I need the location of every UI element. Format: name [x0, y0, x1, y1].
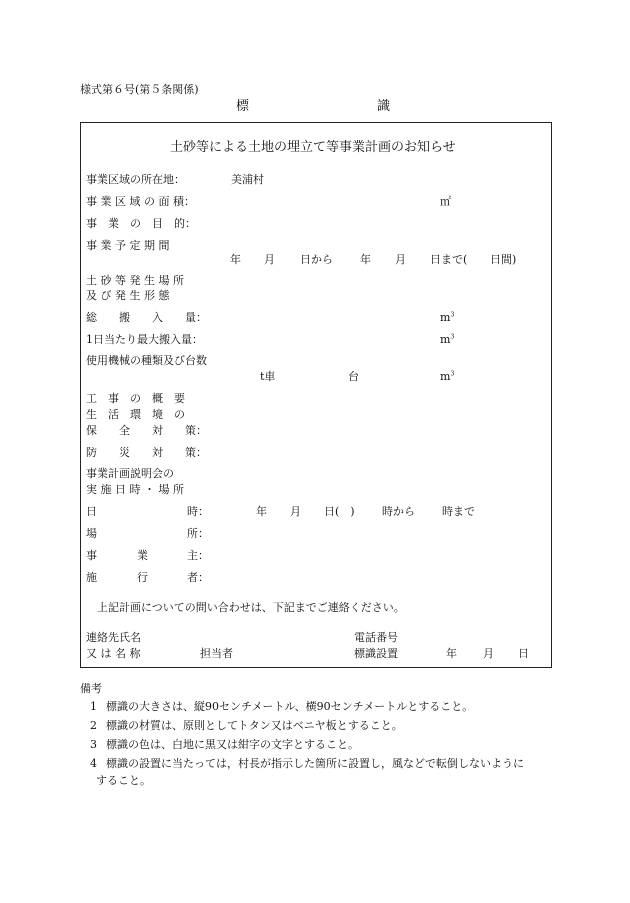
daily-unit: $m^3$: [440, 333, 455, 346]
remark-text-3: 標識の色は、白地に黒又は紺字の文字とすること。: [106, 738, 359, 751]
total-label: 総 搬 入 量：: [86, 311, 207, 324]
dt-from: 時から: [382, 505, 415, 518]
period-month2: 月: [395, 253, 406, 266]
period-until: 日まで(: [430, 253, 468, 266]
briefing-label-1: 事業計画説明会の: [86, 467, 174, 480]
area-label: 事 業 区 域 の 面 積：: [86, 195, 195, 208]
source-label-1: 土 砂 等 発 生 場 所: [86, 274, 184, 287]
place-label-a: 場: [86, 527, 97, 540]
owner-label-b: 業: [137, 549, 148, 562]
total-unit: $m^3$: [440, 311, 455, 324]
contact-name-1: 連絡先氏名: [86, 631, 141, 644]
period-label: 事 業 予 定 期 間: [86, 239, 170, 252]
location-label: 事業区域の所在地：: [86, 173, 185, 186]
source-label-2: 及 び 発 生 形 態: [86, 289, 170, 302]
period-month: 月: [264, 253, 275, 266]
owner-label-c: 主：: [187, 549, 209, 562]
machine-count: 台: [348, 370, 359, 383]
area-unit: ㎡: [440, 195, 451, 208]
title-char-left: 標: [236, 99, 250, 114]
dt-year: 年: [256, 505, 267, 518]
datetime-label-b: 時：: [187, 505, 209, 518]
datetime-label-a: 日: [86, 505, 97, 518]
person-in-charge: 担当者: [200, 647, 233, 660]
sign-month: 月: [483, 647, 494, 660]
sign-year: 年: [446, 647, 457, 660]
machine-truck: t車: [260, 370, 276, 383]
remark-text-1: 標識の大きさは、縦90センチメートル、横90センチメートルとすること。: [106, 700, 474, 713]
remark-text-4: 標識の設置に当たっては，村長が指示した箇所に設置し，風などで転倒しないように: [106, 757, 524, 770]
remark-num-2: 2: [90, 719, 97, 732]
form-number: 様式第６号(第５条関係): [80, 83, 199, 96]
location-value: 美浦村: [231, 173, 264, 186]
inquiry-text: 上記計画についての問い合わせは、下記までご連絡ください。: [97, 601, 405, 614]
purpose-label: 事 業 の 目 的：: [86, 217, 196, 230]
period-year2: 年: [360, 253, 371, 266]
disaster-label: 防 災 対 策：: [86, 446, 207, 459]
period-days: 日間): [490, 253, 517, 266]
notice-heading: 土砂等による土地の埋立て等事業計画のお知らせ: [170, 140, 456, 155]
machine-label: 使用機械の種類及び台数: [86, 354, 207, 367]
remark-num-4: 4: [90, 757, 97, 770]
dt-month: 月: [290, 505, 301, 518]
works-label: 工 事 の 概 要: [86, 392, 185, 405]
dt-until: 時まで: [442, 505, 475, 518]
remark-num-1: 1: [90, 700, 97, 713]
contact-name-2: 又 は 名 称: [86, 647, 141, 660]
machine-unit: $m^3$: [440, 370, 455, 383]
env-label-2: 保 全 対 策：: [86, 424, 207, 437]
owner-label-a: 事: [86, 549, 97, 562]
period-from: 日から: [300, 253, 333, 266]
remark-num-3: 3: [90, 738, 97, 751]
sign-day: 日: [518, 647, 529, 660]
title-char-right: 識: [377, 99, 391, 114]
sign-install-label: 標識設置: [354, 647, 398, 660]
contractor-label-b: 行: [137, 571, 148, 584]
contractor-label-c: 者：: [187, 571, 209, 584]
place-label-b: 所：: [187, 527, 209, 540]
remarks-heading: 備考: [80, 682, 102, 695]
remark-text-4-cont: すること。: [96, 774, 151, 787]
env-label-1: 生 活 環 境 の: [86, 408, 185, 421]
contractor-label-a: 施: [86, 571, 97, 584]
dt-day: 日( ): [324, 505, 355, 518]
daily-label: 1日当たり最大搬入量：: [86, 333, 203, 346]
remark-text-2: 標識の材質は、原則としてトタン又はベニヤ板とすること。: [106, 719, 403, 732]
briefing-label-2: 実 施 日 時 ・ 場 所: [86, 483, 184, 496]
period-year: 年: [230, 253, 241, 266]
phone-label: 電話番号: [354, 631, 398, 644]
